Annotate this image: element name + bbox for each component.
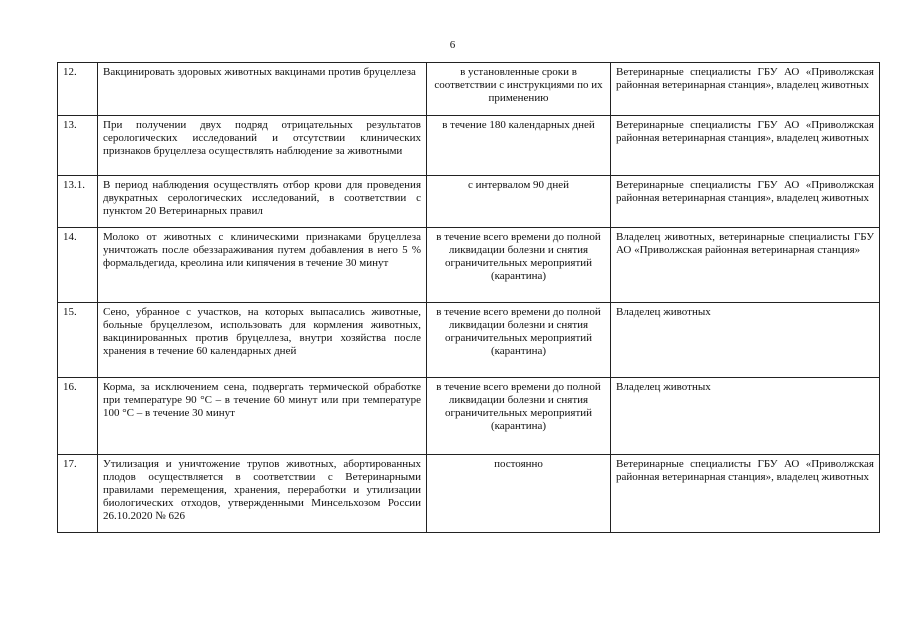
row-number: 14. — [58, 228, 98, 303]
row-responsible: Владелец животных — [611, 303, 880, 378]
row-number: 17. — [58, 455, 98, 533]
row-action: При получении двух подряд отрицательных результатов серологических исследований и отсутствии клинических признаков бруцеллеза осуществлять наблюдение за животными — [98, 116, 427, 176]
table-row — [58, 455, 880, 533]
row-term: постоянно — [427, 455, 611, 533]
row-number: 13.1. — [58, 176, 98, 228]
row-action: Молоко от животных с клиническими признаками бруцеллеза уничтожать после обеззараживания путем добавления в него 5 % формальдегида, креолина или кипячения в течение 30 минут — [98, 228, 427, 303]
row-responsible: Владелец животных — [611, 378, 880, 455]
row-responsible: Ветеринарные специалисты ГБУ АО «Приволжская районная ветеринарная станция», владелец животных — [611, 116, 880, 176]
row-action: Утилизация и уничтожение трупов животных, абортированных плодов осуществляется в соответствии с Ветеринарными правилами перемещения, хранения, переработки и утилизации биологических отходов, утвержденными Минсельхозом России 26.10.2020 № 626 — [98, 455, 427, 533]
measures-table — [57, 62, 880, 533]
table-row — [58, 228, 880, 303]
row-number: 16. — [58, 378, 98, 455]
table-row — [58, 303, 880, 378]
row-responsible: Ветеринарные специалисты ГБУ АО «Приволжская районная ветеринарная станция», владелец животных — [611, 63, 880, 116]
row-number: 12. — [58, 63, 98, 116]
row-term: в течение 180 календарных дней — [427, 116, 611, 176]
table-row — [58, 63, 880, 116]
table-row — [58, 378, 880, 455]
row-responsible: Ветеринарные специалисты ГБУ АО «Приволжская районная ветеринарная станция», владелец животных — [611, 176, 880, 228]
row-term: с интервалом 90 дней — [427, 176, 611, 228]
table-row — [58, 116, 880, 176]
row-action: Сено, убранное с участков, на которых выпасались животные, больные бруцеллезом, использовать для кормления животных, вакцинированных против бруцеллеза, внутри хозяйства после хранения в течение 60 календарных дней — [98, 303, 427, 378]
row-number: 15. — [58, 303, 98, 378]
row-term: в течение всего времени до полной ликвидации болезни и снятия ограничительных мероприятий (карантина) — [427, 303, 611, 378]
row-term: в установленные сроки в соответствии с инструкциями по их применению — [427, 63, 611, 116]
row-term: в течение всего времени до полной ликвидации болезни и снятия ограничительных мероприятий (карантина) — [427, 228, 611, 303]
table-row — [58, 176, 880, 228]
row-term: в течение всего времени до полной ликвидации болезни и снятия ограничительных мероприятий (карантина) — [427, 378, 611, 455]
page-number: 6 — [449, 39, 456, 51]
row-responsible: Ветеринарные специалисты ГБУ АО «Приволжская районная ветеринарная станция», владелец животных — [611, 455, 880, 533]
row-action: Вакцинировать здоровых животных вакцинами против бруцеллеза — [98, 63, 427, 116]
row-number: 13. — [58, 116, 98, 176]
row-responsible: Владелец животных, ветеринарные специалисты ГБУ АО «Приволжская районная ветеринарная станция» — [611, 228, 880, 303]
row-action: В период наблюдения осуществлять отбор крови для проведения двукратных серологических исследований, в соответствии с пунктом 20 Ветеринарных правил — [98, 176, 427, 228]
row-action: Корма, за исключением сена, подвергать термической обработке при температуре 90 °C – в течение 60 минут или при температуре 100 °C – в течение 30 минут — [98, 378, 427, 455]
